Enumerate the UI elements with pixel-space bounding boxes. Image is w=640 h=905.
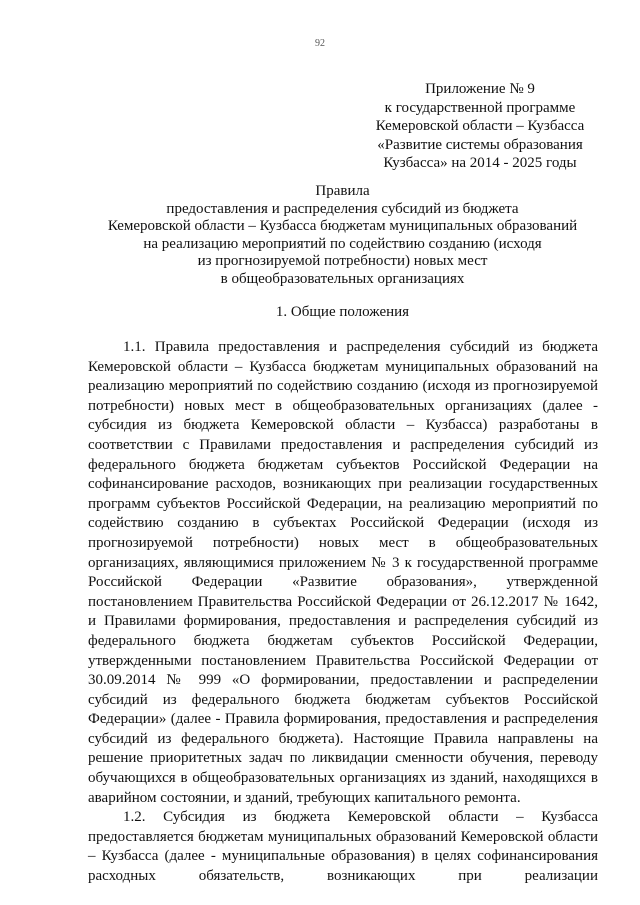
title-line: на реализацию мероприятий по содействию созданию (исходя [143,235,542,252]
paragraph-1-1: 1.1. Правила предоставления и распределения субсидий из бюджета Кемеровской области – Кузбасса бюджетам муниципальных образований на реализацию мероприятий по содействию созданию (исходя из прогнозируемой потребности) новых мест в общеобразовательных организациях (далее - субсидия из бюджета Кемеровской области – Кузбасса) разработаны в соответствии с Правилами предоставления и распределения субсидий из федерального бюджета бюджетам субъектов Российской Федерации на софинансирование расходов, возникающих при реализации государственных программ субъектов Российской Федерации, на реализацию мероприятий по содействию созданию в субъектах Российской Федерации (исходя из прогнозируемой потребности) новых мест в общеобразовательных организациях, являющимися приложением № 3 к государственной программе Российской Федерации «Развитие образования», утвержденной постановлением Правительства Российской Федерации от 26.12.2017 № 1642, и Правилами формирования, предоставления и распределения субсидий из федерального бюджета бюджетам субъектов Российской Федерации, утвержденными постановлением Правительства Российской Федерации от 30.09.2014 № 999 «О формировании, предоставлении и распределении субсидий из федерального бюджета бюджетам субъектов Российской Федерации» (далее - Правила формирования, предоставления и распределения субсидий из федерального бюджета). Настоящие Правила направлены на решение приоритетных задач по ликвидации сменности обучения, переводу обучающихся в общеобразовательных организациях из зданий, находящихся в аварийном состоянии, и зданий, требующих капитального ремонта. [88,339,598,806]
appendix-line: Кемеровской области – Кузбасса [375,118,585,134]
title-line: в общеобразовательных организациях [220,270,465,287]
appendix-line: «Развитие системы образования [377,136,583,153]
appendix-header [360,80,600,173]
appendix-line: к государственной программе [384,99,576,116]
appendix-line: Кузбасса» на 2014 - 2025 годы [383,155,577,171]
section-heading: 1. Общие положения [275,304,410,320]
title-line: предоставления и распределения субсидий из бюджета [166,200,519,217]
title-line: Кемеровской области – Кузбасса бюджетам муниципальных образований [107,218,578,234]
title-line: из прогнозируемой потребности) новых мест [197,253,488,269]
body-text [88,338,598,887]
paragraph-1-2: 1.2. Субсидия из бюджета Кемеровской области – Кузбасса предоставляется бюджетам муниципальных образований Кемеровской области – Кузбасса (далее - муниципальные образования) в целях софинансирования расходных обязательств, возникающих при реализации [88,809,598,885]
appendix-line: Приложение № 9 [425,81,535,97]
page-number: 92 [315,38,325,49]
document-title [70,183,615,288]
title-heading: Правила [315,183,370,199]
